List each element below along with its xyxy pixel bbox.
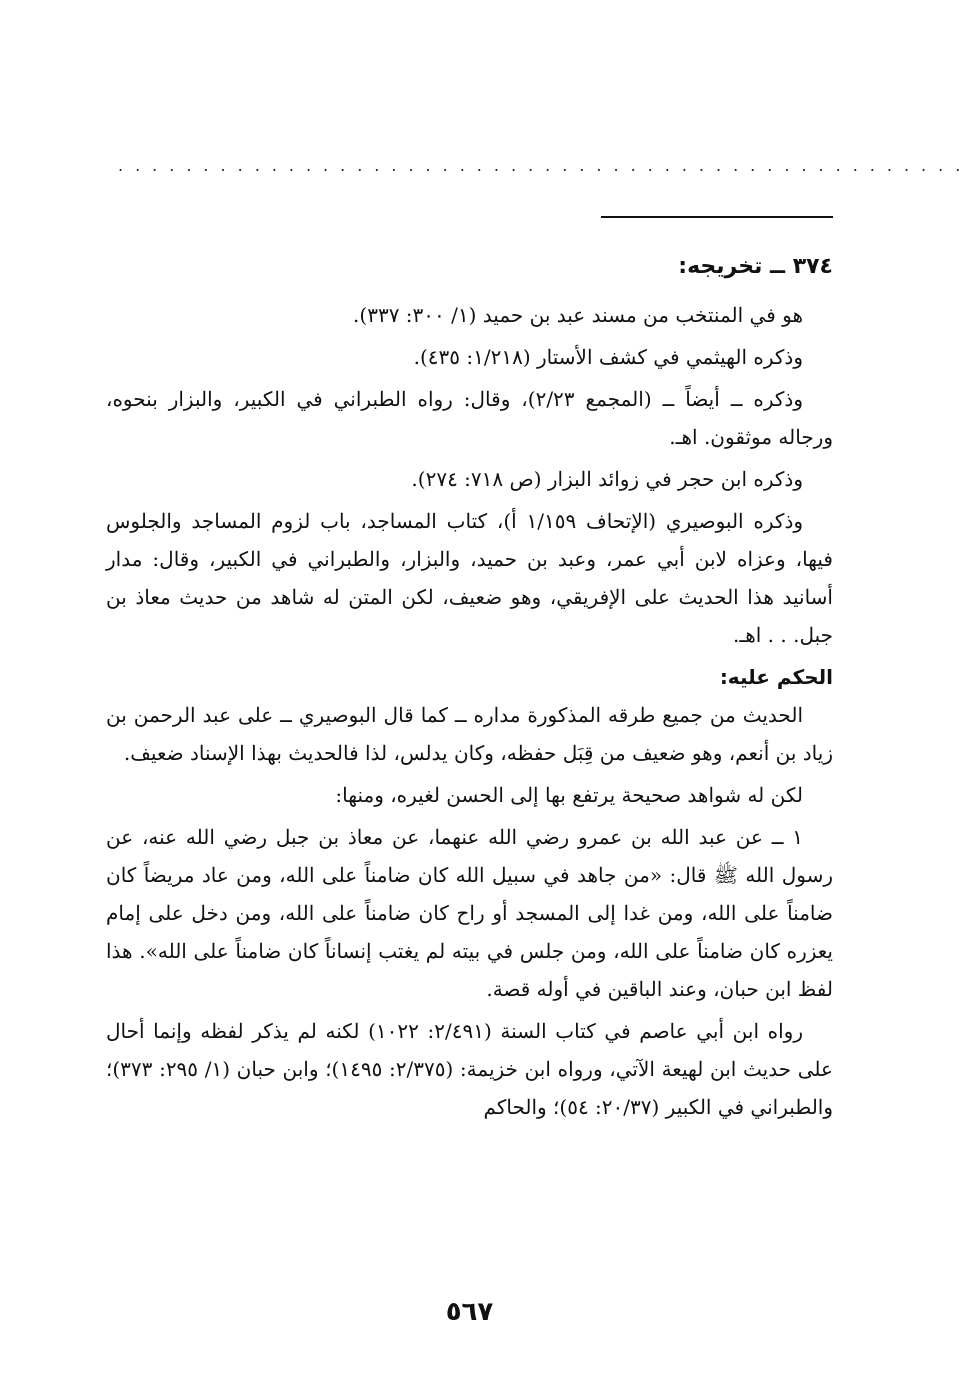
paragraph: وذكره الهيثمي في كشف الأستار (١/٢١٨: ٤٣٥). — [413, 344, 803, 369]
paragraph: وذكره ــ أيضاً ــ (المجمع ٢/٢٣)، وقال: رواه الطبراني في الكبير، والبزار بنحوه، ورجاله موثقون. اهـ. — [106, 386, 833, 449]
paragraph: ١ ــ عن عبد الله بن عمرو رضي الله عنهما، عن معاذ بن جبل رضي الله عنه، عن رسول الله ﷺ قال: «من جاهد في سبيل الله كان ضامناً على الله، ومن عاد مريضاً كان ضامناً على الله، ومن غدا إلى المسجد أو راح كان ضامناً على الله، ومن دخل على إمام يعزره كان ضامناً على الله، ومن جلس في بيته لم يغتب إنساناً كان ضامناً على الله». هذا لفظ ابن حبان، وعند الباقين في أوله قصة. — [106, 824, 833, 1001]
paragraph: هو في المنتخب من مسند عبد بن حميد (١/ ٣٠٠: ٣٣٧). — [353, 302, 803, 327]
page-body — [106, 246, 833, 1130]
paragraph: رواه ابن أبي عاصم في كتاب السنة (٢/٤٩١: ١٠٢٢) لكنه لم يذكر لفظه وإنما أحال على حديث ابن لهيعة الآتي، ورواه ابن خزيمة: (٢/٣٧٥: ١٤٩٥)؛ وابن حبان (١/ ٢٩٥: ٣٧٣)؛ والطبراني في الكبير (٢٠/٣٧: ٥٤)؛ والحاكم — [106, 1018, 833, 1119]
paragraph: وذكره ابن حجر في زوائد البزار (ص ٧١٨: ٢٧٤). — [411, 466, 803, 491]
paragraph: لكن له شواهد صحيحة يرتفع بها إلى الحسن لغيره، ومنها: — [335, 782, 803, 807]
page-number: ٥٦٧ — [445, 1297, 494, 1327]
paragraph: وذكره البوصيري (الإتحاف ١/١٥٩ أ)، كتاب المساجد، باب لزوم المساجد والجلوس فيها، وعزاه لابن أبي عمر، وعبد بن حميد، والبزار، والطبراني في الكبير، وقال: مدار أسانيد هذا الحديث على الإفريقي، وهو ضعيف، لكن المتن له شاهد من حديث معاذ بن جبل. . . اهـ. — [106, 508, 833, 647]
footnote-rule — [601, 216, 833, 218]
paragraph: الحديث من جميع طرقه المذكورة مداره ــ كما قال البوصيري ــ على عبد الرحمن بن زياد بن أنعم، وهو ضعيف من قِبَل حفظه، وكان يدلس، لذا فالحديث بهذا الإسناد ضعيف. — [106, 702, 833, 765]
section-heading-hukm: الحكم عليه: — [719, 664, 833, 689]
dotted-separator: .................................................. — [118, 156, 972, 175]
section-heading-takhrij: ٣٧٤ ــ تخريجه: — [678, 254, 833, 279]
